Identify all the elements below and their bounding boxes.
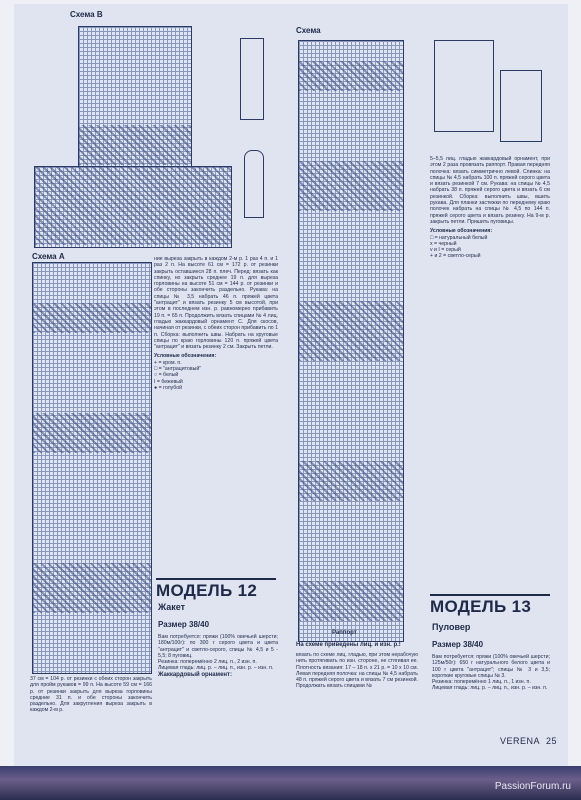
scheme-label: Схема (296, 26, 321, 35)
sleeve-schematic-1 (240, 38, 264, 120)
scheme-a-label: Схема А (32, 252, 65, 261)
model-12-text: Вам потребуется: пряжи (100% овечьей шерсти; 180м/100г): по 300 г серого цвета и цвета "антрацит" и светло-серого, спицы № 4,5 и 5 - 5,5; 8 пуговиц. Резинка: поперемённо 2 лиц. п., 2 изн. п. Лицевая гладь: лиц. р. – лиц. п., изн. р. – изн. п. Жаккардовый орнамент: (158, 634, 278, 678)
model-13-size: Размер 38/40 (432, 640, 484, 649)
page-bottom-edge (0, 766, 581, 800)
sleeve-schematic-2 (244, 150, 264, 218)
sleeve-schematic-3 (500, 70, 542, 142)
text-column-4: 5–5,5 лиц. гладью жаккардовый орнамент, при этом 2 раза провязать раппорт. Правая передняя полочка: вязать симметрично левой. Спинка: на спицы № 4,5 набрать 100 п. пряжей серого цвета и вязать резинкой 7 см. Рукава: на спицы № 4,5 набрать 38 п. пряжей серого цвета и вязать 6 см резинкой. Сборка: выполнить швы, вшить рукава. Для планки застежки по переднему краю полочек набрать на спицы № 4,5 по 144 п. пряжей серого цвета и вязать резинку. На 9-м р. закрыть петли. Пришить пуговицы. Условные обозначения: □ = натуральный белый x = черный v и I = серый + и 2 = светло-серый (430, 156, 550, 260)
rapport-label: Раппорт (332, 630, 357, 636)
footer-brand: VERENA (500, 736, 541, 746)
model-13-text: Вам потребуется: пряжи (100% овечьей шерсти; 125м/50г): 650 г натурального белого цвета и 100 г цвета "антрацит"; спицы № 3 и 3,5; короткие круговые спицы № 3. Резинка: поперемённо 1 лиц. п., 1 изн. п. Лицевая гладь: лиц. р. – лиц. п., изн. р. – изн. п. (432, 654, 550, 692)
scheme-note: На схеме приведены лиц. и изн. р.! (296, 642, 401, 648)
model-12-name: Жакет (158, 602, 186, 612)
text-column-3: вязать по схеме лиц. гладью, при этом нерабочую нить протягивать по изн. стороне, не стягивая ее. Плотность вязания: 17 – 18 п. x 21 р. = 10 x 10 см. Левая передняя полочка: на спицы № 4,5 набрать 48 п. пряжей серого цвета и вязать 7 см резинкой. Продолжать вязать спицами № (296, 652, 418, 690)
scheme-b-chart (78, 26, 192, 168)
watermark: PassionForum.ru (494, 781, 571, 792)
scheme-b-base (34, 166, 232, 248)
model-12-title: МОДЕЛЬ 12 (156, 578, 276, 601)
text-column-1: 37 см = 104 р. от резинки с обеих сторон закрыть для пройм рукавов = 99 п. На высоте 59 см = 166 р. от резинки закрыть для выреза горловины средние 31 п. и обе стороны закончить раздельно. Для закругления выреза закрыть в каждом 2-м р. (30, 676, 152, 714)
body-schematic (434, 40, 494, 132)
model-12-size: Размер 38/40 (158, 620, 210, 629)
model-13-name: Пуловер (432, 622, 471, 632)
footer-page-number: 25 (546, 736, 558, 746)
center-scheme-chart (298, 40, 404, 642)
text-column-2: ние выреза закрыть в каждом 2-м р. 1 раз 4 п. и 1 раз 2 п. На высоте 61 см = 172 р. от резинки закрыть оставшиеся 28 п. плеч. Перед: вязать как спинку, но закрыть среднее 19 п. для выреза горловины на высоте 51 см = 144 р. от резинки и обе стороны закончить раздельно. Рукава: на спицы № 3,5 набрать 46 п. пряжей цвета "антрацит" и вязать резинку 5 см высотой, при этом в последнем изн. р. равномерно прибавить 19 п. = 65 п. Продолжить вязать спицами № 4 лиц. гладью жаккардовый орнамент С. Для скосов, начиная от резинки, с обеих сторон прибавить по 1 п. Сборка: выполнить швы. Набрать на круговые спицы по краю горловины 120 п. пряжей цвета "антрацит" и вязать резинку 2 см. Закрыть петли. Условные обозначения: + = кром. п. □ = "антрацитовый" ○ = белый I = бежевый ● = голубой (154, 256, 278, 391)
scheme-b-label: Схема В (70, 10, 103, 19)
model-13-title: МОДЕЛЬ 13 (430, 594, 550, 617)
scheme-a-chart (32, 262, 152, 674)
